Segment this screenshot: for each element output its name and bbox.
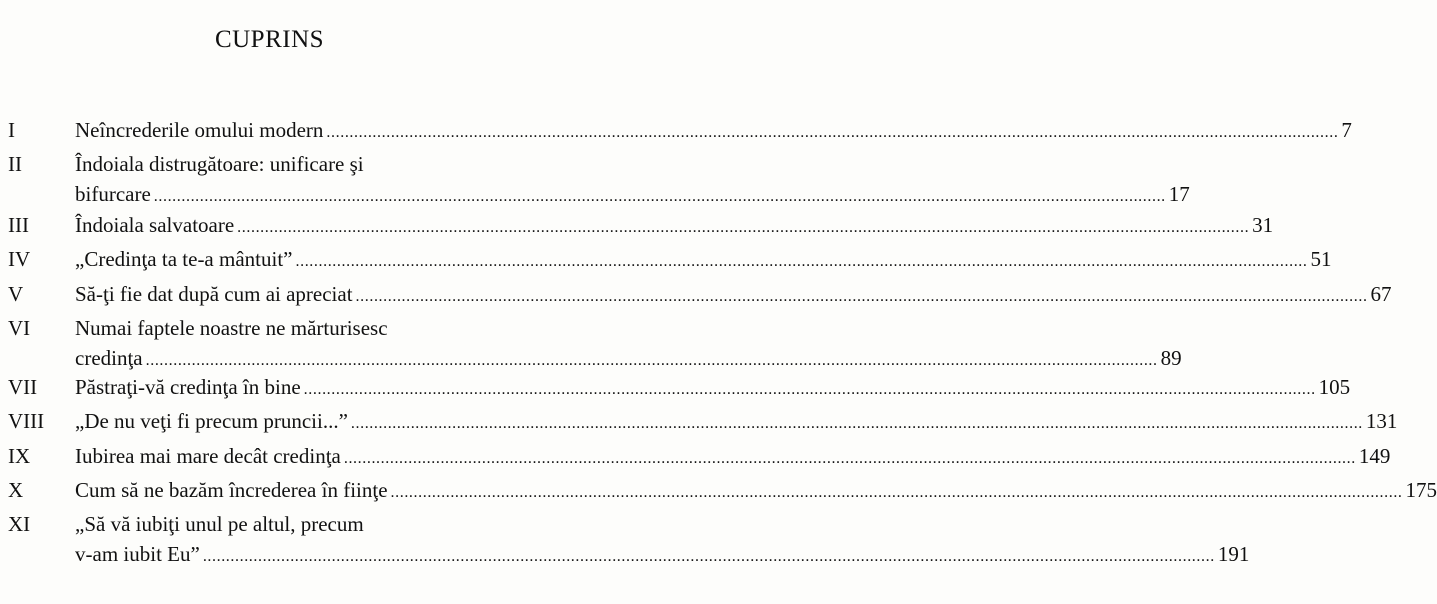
dot-leader: ............................................................................................................................................................................................................................	[202, 548, 1215, 565]
dot-leader: ............................................................................................................................................................................................................................	[237, 219, 1250, 236]
chapter-number: II	[8, 152, 22, 176]
chapter-title-line: Cum să ne bazăm încrederea în fiinţe	[75, 478, 388, 502]
page-number: 131	[1365, 409, 1398, 433]
toc-entry	[0, 118, 1352, 148]
dot-leader: ............................................................................................................................................................................................................................	[303, 381, 1316, 398]
page-number: 51	[1310, 247, 1332, 271]
chapter-number: III	[8, 213, 29, 237]
page-number: 191	[1217, 542, 1250, 566]
chapter-number: X	[8, 478, 24, 502]
chapter-title-line: v-am iubit Eu”	[75, 542, 200, 566]
chapter-number: V	[8, 282, 24, 306]
chapter-number: XI	[8, 512, 31, 536]
dot-leader: ............................................................................................................................................................................................................................	[153, 188, 1166, 205]
page-number: 175	[1405, 478, 1437, 502]
page-number: 89	[1160, 346, 1182, 370]
page-number: 105	[1318, 375, 1351, 399]
chapter-title-line: Îndoiala distrugătoare: unificare şi	[75, 152, 364, 176]
page-number: 67	[1370, 282, 1392, 306]
chapter-number: IV	[8, 247, 31, 271]
toc-entry	[0, 316, 1182, 370]
toc-entry	[0, 282, 1392, 312]
chapter-number: IX	[8, 444, 31, 468]
chapter-number: VI	[8, 316, 31, 340]
chapter-number: VII	[8, 375, 38, 399]
chapter-title-line: Numai faptele noastre ne mărturisesc	[75, 316, 388, 340]
toc-entry	[0, 152, 1190, 206]
chapter-number: VIII	[8, 409, 45, 433]
chapter-title-line: Îndoiala salvatoare	[75, 213, 235, 237]
dot-leader: ............................................................................................................................................................................................................................	[295, 253, 1308, 270]
toc-entry	[0, 247, 1332, 277]
dot-leader: ............................................................................................................................................................................................................................	[390, 484, 1403, 501]
page-number: 17	[1168, 182, 1190, 206]
toc-entry	[0, 512, 1250, 566]
page-number: 31	[1252, 213, 1274, 237]
dot-leader: ............................................................................................................................................................................................................................	[145, 352, 1158, 369]
dot-leader: ............................................................................................................................................................................................................................	[355, 288, 1368, 305]
toc-entry	[0, 444, 1391, 474]
chapter-title-line: Păstraţi-vă credinţa în bine	[75, 375, 301, 399]
chapter-title-line: credinţa	[75, 346, 143, 370]
chapter-number: I	[8, 118, 15, 142]
dot-leader: ............................................................................................................................................................................................................................	[343, 450, 1356, 467]
dot-leader: ............................................................................................................................................................................................................................	[350, 415, 1363, 432]
dot-leader: ............................................................................................................................................................................................................................	[326, 124, 1339, 141]
chapter-title-line: bifurcare	[75, 182, 151, 206]
chapter-title-line: „Să vă iubiţi unul pe altul, precum	[75, 512, 364, 536]
chapter-title-line: „Credinţa ta te-a mântuit”	[75, 247, 293, 271]
page-title: CUPRINS	[214, 26, 325, 53]
toc-entry	[0, 478, 1437, 508]
chapter-title-line: Să-ţi fie dat după cum ai apreciat	[75, 282, 353, 306]
chapter-title-line: „De nu veţi fi precum pruncii...”	[75, 409, 348, 433]
toc-entry	[0, 213, 1274, 243]
chapter-title-line: Neîncrederile omului modern	[75, 118, 324, 142]
toc-entry	[0, 375, 1351, 405]
page-number: 149	[1358, 444, 1391, 468]
toc-entry	[0, 409, 1398, 439]
page-number: 7	[1341, 118, 1352, 142]
chapter-title-line: Iubirea mai mare decât credinţa	[75, 444, 341, 468]
